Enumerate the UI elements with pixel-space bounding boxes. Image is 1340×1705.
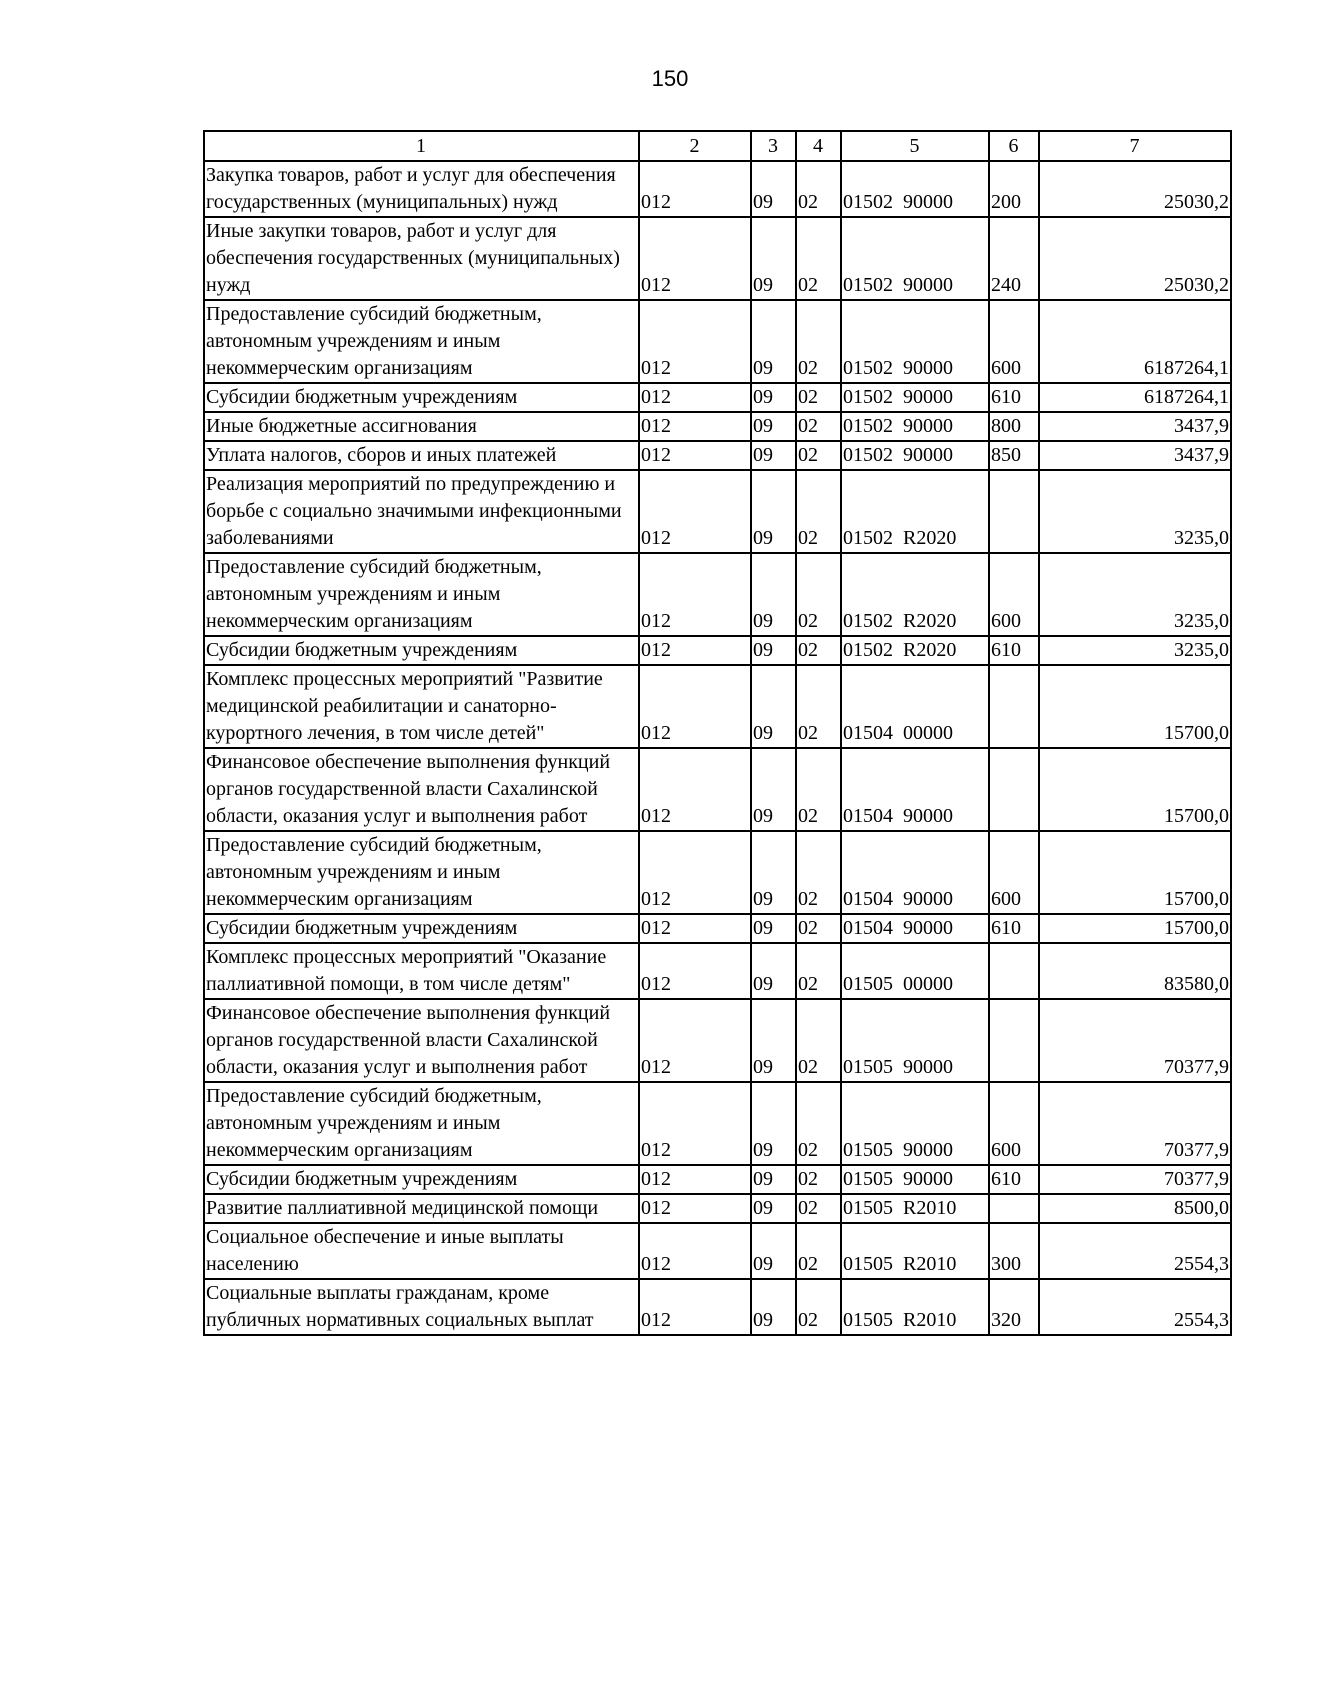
subsection-code-cell: 02: [796, 665, 841, 748]
expense-type-cell: [989, 470, 1039, 553]
target-article-cell: 01504 00000: [841, 665, 989, 748]
subsection-code-cell: 02: [796, 1223, 841, 1279]
section-code-cell: 09: [751, 1194, 796, 1223]
expense-name-cell: Субсидии бюджетным учреждениям: [204, 383, 639, 412]
expense-name-cell: Социальные выплаты гражданам, кроме публичных нормативных социальных выплат: [204, 1279, 639, 1335]
admin-code-cell: 012: [639, 999, 751, 1082]
target-article-cell: 01502 90000: [841, 441, 989, 470]
subsection-code-cell: 02: [796, 943, 841, 999]
target-article-cell: 01502 90000: [841, 383, 989, 412]
expense-name-cell: Субсидии бюджетным учреждениям: [204, 636, 639, 665]
target-article-cell: 01504 90000: [841, 914, 989, 943]
subsection-code-cell: 02: [796, 999, 841, 1082]
expense-name-cell: Субсидии бюджетным учреждениям: [204, 914, 639, 943]
admin-code-cell: 012: [639, 470, 751, 553]
admin-code-cell: 012: [639, 1223, 751, 1279]
expense-type-cell: 610: [989, 636, 1039, 665]
admin-code-cell: 012: [639, 300, 751, 383]
target-article-cell: 01502 R2020: [841, 636, 989, 665]
expense-name-cell: Реализация мероприятий по предупреждению и борьбе с социально значимыми инфекционными заболеваниями: [204, 470, 639, 553]
subsection-code-cell: 02: [796, 636, 841, 665]
section-code-cell: 09: [751, 636, 796, 665]
admin-code-cell: 012: [639, 217, 751, 300]
admin-code-cell: 012: [639, 553, 751, 636]
section-code-cell: 09: [751, 553, 796, 636]
subsection-code-cell: 02: [796, 1279, 841, 1335]
target-article-cell: 01502 90000: [841, 217, 989, 300]
expense-name-cell: Развитие паллиативной медицинской помощи: [204, 1194, 639, 1223]
section-code-cell: 09: [751, 831, 796, 914]
amount-cell: 3235,0: [1039, 636, 1231, 665]
subsection-code-cell: 02: [796, 217, 841, 300]
table-row: [204, 383, 1231, 412]
expense-type-cell: 800: [989, 412, 1039, 441]
table-row: [204, 999, 1231, 1082]
expense-name-cell: Закупка товаров, работ и услуг для обеспечения государственных (муниципальных) нужд: [204, 161, 639, 217]
section-code-cell: 09: [751, 1082, 796, 1165]
subsection-code-cell: 02: [796, 914, 841, 943]
column-header: 2: [639, 131, 751, 161]
admin-code-cell: 012: [639, 383, 751, 412]
expense-name-cell: Предоставление субсидий бюджетным, автономным учреждениям и иным некоммерческим организациям: [204, 553, 639, 636]
expense-type-cell: 320: [989, 1279, 1039, 1335]
section-code-cell: 09: [751, 441, 796, 470]
target-article-cell: 01504 90000: [841, 748, 989, 831]
expense-type-cell: 240: [989, 217, 1039, 300]
target-article-cell: 01505 R2010: [841, 1279, 989, 1335]
column-header: 5: [841, 131, 989, 161]
column-header: 4: [796, 131, 841, 161]
admin-code-cell: 012: [639, 1165, 751, 1194]
section-code-cell: 09: [751, 748, 796, 831]
section-code-cell: 09: [751, 383, 796, 412]
admin-code-cell: 012: [639, 943, 751, 999]
target-article-cell: 01505 90000: [841, 1165, 989, 1194]
section-code-cell: 09: [751, 161, 796, 217]
expense-type-cell: 610: [989, 914, 1039, 943]
page-number: 150: [651, 66, 689, 91]
target-article-cell: 01502 90000: [841, 412, 989, 441]
subsection-code-cell: 02: [796, 470, 841, 553]
subsection-code-cell: 02: [796, 441, 841, 470]
section-code-cell: 09: [751, 300, 796, 383]
expense-name-cell: Финансовое обеспечение выполнения функций органов государственной власти Сахалинской области, оказания услуг и выполнения работ: [204, 748, 639, 831]
section-code-cell: 09: [751, 470, 796, 553]
amount-cell: 25030,2: [1039, 161, 1231, 217]
amount-cell: 70377,9: [1039, 1082, 1231, 1165]
subsection-code-cell: 02: [796, 748, 841, 831]
amount-cell: 8500,0: [1039, 1194, 1231, 1223]
subsection-code-cell: 02: [796, 300, 841, 383]
expense-type-cell: [989, 943, 1039, 999]
target-article-cell: 01505 R2010: [841, 1194, 989, 1223]
table-row: [204, 300, 1231, 383]
amount-cell: 6187264,1: [1039, 300, 1231, 383]
expense-name-cell: Предоставление субсидий бюджетным, автономным учреждениям и иным некоммерческим организациям: [204, 1082, 639, 1165]
table-row: [204, 412, 1231, 441]
table-row: [204, 1082, 1231, 1165]
subsection-code-cell: 02: [796, 831, 841, 914]
amount-cell: 15700,0: [1039, 665, 1231, 748]
amount-cell: 70377,9: [1039, 999, 1231, 1082]
subsection-code-cell: 02: [796, 1165, 841, 1194]
admin-code-cell: 012: [639, 1279, 751, 1335]
expense-type-cell: [989, 1194, 1039, 1223]
subsection-code-cell: 02: [796, 553, 841, 636]
expense-type-cell: 200: [989, 161, 1039, 217]
expense-type-cell: [989, 748, 1039, 831]
table-row: [204, 1223, 1231, 1279]
expense-name-cell: Финансовое обеспечение выполнения функций органов государственной власти Сахалинской области, оказания услуг и выполнения работ: [204, 999, 639, 1082]
expense-name-cell: Комплекс процессных мероприятий "Оказание паллиативной помощи, в том числе детям": [204, 943, 639, 999]
amount-cell: 15700,0: [1039, 748, 1231, 831]
expense-name-cell: Уплата налогов, сборов и иных платежей: [204, 441, 639, 470]
admin-code-cell: 012: [639, 1194, 751, 1223]
amount-cell: 3235,0: [1039, 470, 1231, 553]
amount-cell: 83580,0: [1039, 943, 1231, 999]
target-article-cell: 01504 90000: [841, 831, 989, 914]
section-code-cell: 09: [751, 943, 796, 999]
amount-cell: 3437,9: [1039, 441, 1231, 470]
target-article-cell: 01502 90000: [841, 300, 989, 383]
table-row: [204, 1165, 1231, 1194]
table-row: [204, 1279, 1231, 1335]
table-row: [204, 748, 1231, 831]
table-row: [204, 161, 1231, 217]
target-article-cell: 01505 00000: [841, 943, 989, 999]
table-body: [204, 131, 1231, 1335]
amount-cell: 15700,0: [1039, 914, 1231, 943]
target-article-cell: 01505 90000: [841, 1082, 989, 1165]
amount-cell: 2554,3: [1039, 1279, 1231, 1335]
target-article-cell: 01502 R2020: [841, 470, 989, 553]
amount-cell: 3437,9: [1039, 412, 1231, 441]
expense-name-cell: Предоставление субсидий бюджетным, автономным учреждениям и иным некоммерческим организациям: [204, 831, 639, 914]
expense-name-cell: Предоставление субсидий бюджетным, автономным учреждениям и иным некоммерческим организациям: [204, 300, 639, 383]
expense-name-cell: Субсидии бюджетным учреждениям: [204, 1165, 639, 1194]
section-code-cell: 09: [751, 1279, 796, 1335]
amount-cell: 70377,9: [1039, 1165, 1231, 1194]
target-article-cell: 01505 R2010: [841, 1223, 989, 1279]
subsection-code-cell: 02: [796, 412, 841, 441]
table-row: [204, 636, 1231, 665]
admin-code-cell: 012: [639, 914, 751, 943]
section-code-cell: 09: [751, 412, 796, 441]
admin-code-cell: 012: [639, 665, 751, 748]
subsection-code-cell: 02: [796, 1082, 841, 1165]
expense-type-cell: 600: [989, 1082, 1039, 1165]
expense-name-cell: Иные закупки товаров, работ и услуг для обеспечения государственных (муниципальных) нужд: [204, 217, 639, 300]
expense-type-cell: 610: [989, 383, 1039, 412]
table-row: [204, 665, 1231, 748]
expense-type-cell: 600: [989, 831, 1039, 914]
table-row: [204, 553, 1231, 636]
admin-code-cell: 012: [639, 636, 751, 665]
expense-type-cell: 600: [989, 300, 1039, 383]
subsection-code-cell: 02: [796, 383, 841, 412]
section-code-cell: 09: [751, 665, 796, 748]
expense-type-cell: [989, 999, 1039, 1082]
expense-type-cell: 610: [989, 1165, 1039, 1194]
admin-code-cell: 012: [639, 748, 751, 831]
subsection-code-cell: 02: [796, 161, 841, 217]
table-row: [204, 217, 1231, 300]
column-header: 1: [204, 131, 639, 161]
amount-cell: 25030,2: [1039, 217, 1231, 300]
admin-code-cell: 012: [639, 161, 751, 217]
column-header: 3: [751, 131, 796, 161]
section-code-cell: 09: [751, 217, 796, 300]
subsection-code-cell: 02: [796, 1194, 841, 1223]
column-header: 6: [989, 131, 1039, 161]
amount-cell: 15700,0: [1039, 831, 1231, 914]
column-header: 7: [1039, 131, 1231, 161]
amount-cell: 3235,0: [1039, 553, 1231, 636]
table-row: [204, 470, 1231, 553]
section-code-cell: 09: [751, 1165, 796, 1194]
expense-name-cell: Социальное обеспечение и иные выплаты населению: [204, 1223, 639, 1279]
table-header-row: [204, 131, 1231, 161]
admin-code-cell: 012: [639, 831, 751, 914]
section-code-cell: 09: [751, 1223, 796, 1279]
expense-type-cell: 300: [989, 1223, 1039, 1279]
table-row: [204, 943, 1231, 999]
table-row: [204, 831, 1231, 914]
budget-table: [203, 130, 1232, 1336]
table-row: [204, 441, 1231, 470]
amount-cell: 2554,3: [1039, 1223, 1231, 1279]
expense-type-cell: 600: [989, 553, 1039, 636]
target-article-cell: 01502 90000: [841, 161, 989, 217]
table-row: [204, 914, 1231, 943]
expense-type-cell: 850: [989, 441, 1039, 470]
admin-code-cell: 012: [639, 412, 751, 441]
expense-name-cell: Комплекс процессных мероприятий "Развитие медицинской реабилитации и санаторно-курортного лечения, в том числе детей": [204, 665, 639, 748]
admin-code-cell: 012: [639, 441, 751, 470]
section-code-cell: 09: [751, 914, 796, 943]
expense-name-cell: Иные бюджетные ассигнования: [204, 412, 639, 441]
target-article-cell: 01505 90000: [841, 999, 989, 1082]
expense-type-cell: [989, 665, 1039, 748]
target-article-cell: 01502 R2020: [841, 553, 989, 636]
amount-cell: 6187264,1: [1039, 383, 1231, 412]
table-row: [204, 1194, 1231, 1223]
admin-code-cell: 012: [639, 1082, 751, 1165]
section-code-cell: 09: [751, 999, 796, 1082]
